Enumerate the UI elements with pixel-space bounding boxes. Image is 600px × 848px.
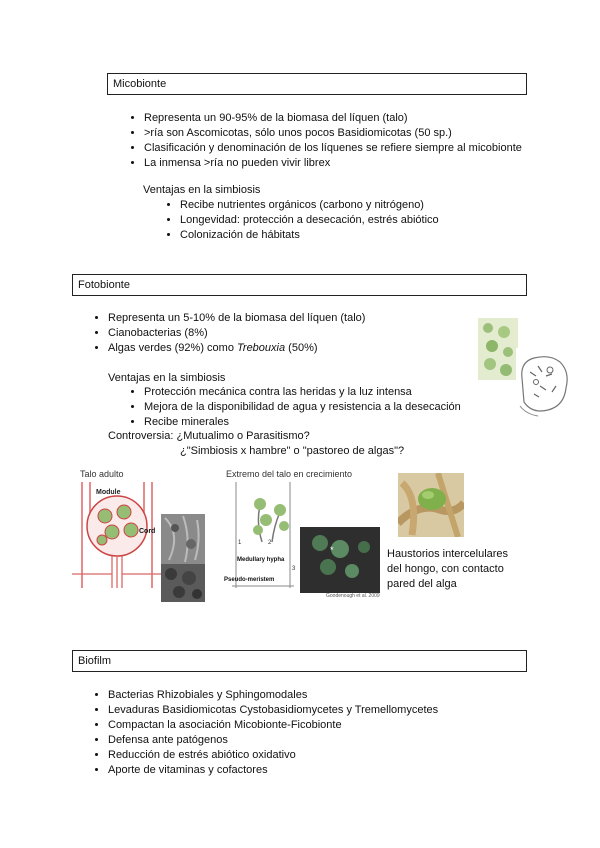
haustorios-caption-3: pared del alga (387, 578, 457, 590)
haustorios-caption-1: Haustorios intercelulares (387, 548, 509, 560)
medullary-label: Medullary hypha (237, 557, 285, 563)
number-1: 1 (238, 540, 242, 546)
biofilm-bullets (108, 688, 438, 778)
biofilm-title: Biofilm (78, 655, 112, 667)
algae-micrograph (478, 318, 518, 380)
list-item: • Clasificación y denominación de los líquenes se refiere siempre al micobionte (144, 141, 522, 156)
list-item: • Aporte de vitaminas y cofactores (108, 763, 438, 778)
list-item: • >ría son Ascomicotas, sólo unos pocos Basidiomicotas (50 sp.) (144, 126, 522, 141)
sem-micrograph-top (161, 514, 205, 564)
fotobionte-heading (72, 274, 527, 296)
fotobionte-ventajas (144, 385, 461, 430)
pseudo-meristem-label: Pseudo-meristem (224, 577, 275, 583)
list-item: • Mejora de la disponibilidad de agua y resistencia a la desecación (144, 400, 461, 415)
micobionte-heading (107, 73, 527, 95)
algas-genus: Trebouxia (237, 342, 286, 354)
list-item: • Levaduras Basidiomicotas Cystobasidiomycetes y Tremellomycetes (108, 703, 438, 718)
list-item: • Recibe nutrientes orgánicos (carbono y nitrógeno) (180, 198, 439, 213)
number-3: 3 (292, 566, 296, 572)
micobionte-title: Micobionte (113, 78, 167, 90)
fotobionte-title: Fotobionte (78, 279, 130, 291)
micobionte-bullets (144, 111, 522, 171)
controversia-2: ¿"Simbiosis x hambre" o "pastoreo de algas"? (180, 445, 405, 457)
module-label: Module (96, 489, 121, 496)
algas-suffix: (50%) (285, 342, 318, 354)
list-item: • Compactan la asociación Micobionte-Ficobionte (108, 718, 438, 733)
micobionte-ventajas (180, 198, 439, 243)
list-item: • La inmensa >ría no pueden vivir librex (144, 156, 522, 171)
list-item: • Protección mecánica contra las heridas y la luz intensa (144, 385, 461, 400)
fotobionte-bullets (108, 311, 365, 356)
cord-label: Cord (139, 528, 156, 535)
extremo-talo-diagram (222, 482, 300, 588)
haustorios-caption-2: del hongo, con contacto (387, 563, 504, 575)
controversia: Controversia: ¿Mutualimo o Parasitismo? (108, 430, 310, 442)
number-2: 2 (268, 540, 272, 546)
list-item (108, 341, 365, 356)
talo-adulto-label: Talo adulto (80, 469, 124, 479)
micobionte-ventajas-title: Ventajas en la simbiosis (143, 184, 261, 196)
biofilm-heading (72, 650, 527, 672)
image-credit: Goodenough et al. 2009 (326, 593, 380, 599)
list-item: • Reducción de estrés abiótico oxidativo (108, 748, 438, 763)
fotobionte-ventajas-title: Ventajas en la simbiosis (108, 372, 226, 384)
fluorescence-micrograph (300, 527, 380, 593)
list-item: • Representa un 5-10% de la biomasa del líquen (talo) (108, 311, 365, 326)
list-item: • Colonización de hábitats (180, 228, 439, 243)
list-item: • Bacterias Rhizobiales y Sphingomodales (108, 688, 438, 703)
lichen-sketch (516, 348, 574, 418)
haustorios-photo (398, 473, 464, 537)
svg-text:*: * (330, 545, 334, 555)
list-item: • Representa un 90-95% de la biomasa del líquen (talo) (144, 111, 522, 126)
list-item: • Defensa ante patógenos (108, 733, 438, 748)
list-item: • Longevidad: protección a desecación, estrés abiótico (180, 213, 439, 228)
list-item: • Cianobacterias (8%) (108, 326, 365, 341)
list-item: • Recibe minerales (144, 415, 461, 430)
extremo-label: Extremo del talo en crecimiento (226, 469, 353, 479)
algas-prefix: Algas verdes (92%) como (108, 342, 237, 354)
sem-micrograph-bottom (161, 564, 205, 602)
